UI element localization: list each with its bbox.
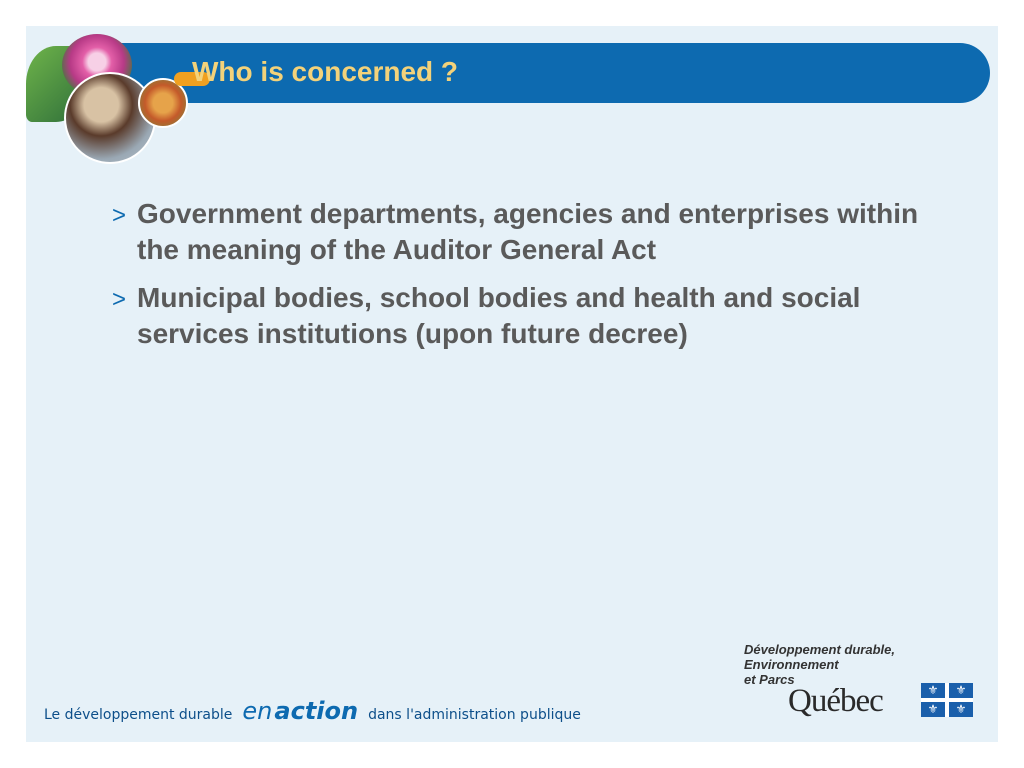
bullet-item (112, 280, 932, 352)
chevron-right-icon: > (112, 202, 127, 229)
quebec-flag-icon (921, 683, 973, 717)
bullet-text: Government departments, agencies and enterprises within the meaning of the Auditor General Act (137, 198, 919, 265)
footer-suffix: dans l'administration publique (368, 707, 581, 723)
footer-en: en (242, 697, 273, 725)
fleur-de-lis-icon: ⚜ (955, 702, 967, 716)
fleur-de-lis-icon: ⚜ (955, 683, 967, 697)
fleur-de-lis-icon: ⚜ (927, 702, 939, 716)
slide-title: Who is concerned ? (192, 56, 459, 87)
quebec-wordmark: Québec (788, 683, 883, 719)
footer-prefix: Le développement durable (44, 707, 233, 723)
footer-tagline (44, 696, 581, 726)
ministry-line: Environnement (744, 657, 839, 672)
ministry-line: Développement durable, (744, 642, 895, 657)
bullet-list (112, 196, 932, 364)
footer-action: action (274, 697, 359, 725)
chevron-right-icon: > (112, 286, 127, 313)
header-photo-collage (26, 26, 196, 146)
ministry-line: et Parcs (744, 672, 795, 687)
ministry-name (744, 642, 944, 687)
bullet-item (112, 196, 932, 268)
bullet-text: Municipal bodies, school bodies and health and social services institutions (upon future decree) (137, 282, 861, 349)
fleur-de-lis-icon: ⚜ (927, 683, 939, 697)
